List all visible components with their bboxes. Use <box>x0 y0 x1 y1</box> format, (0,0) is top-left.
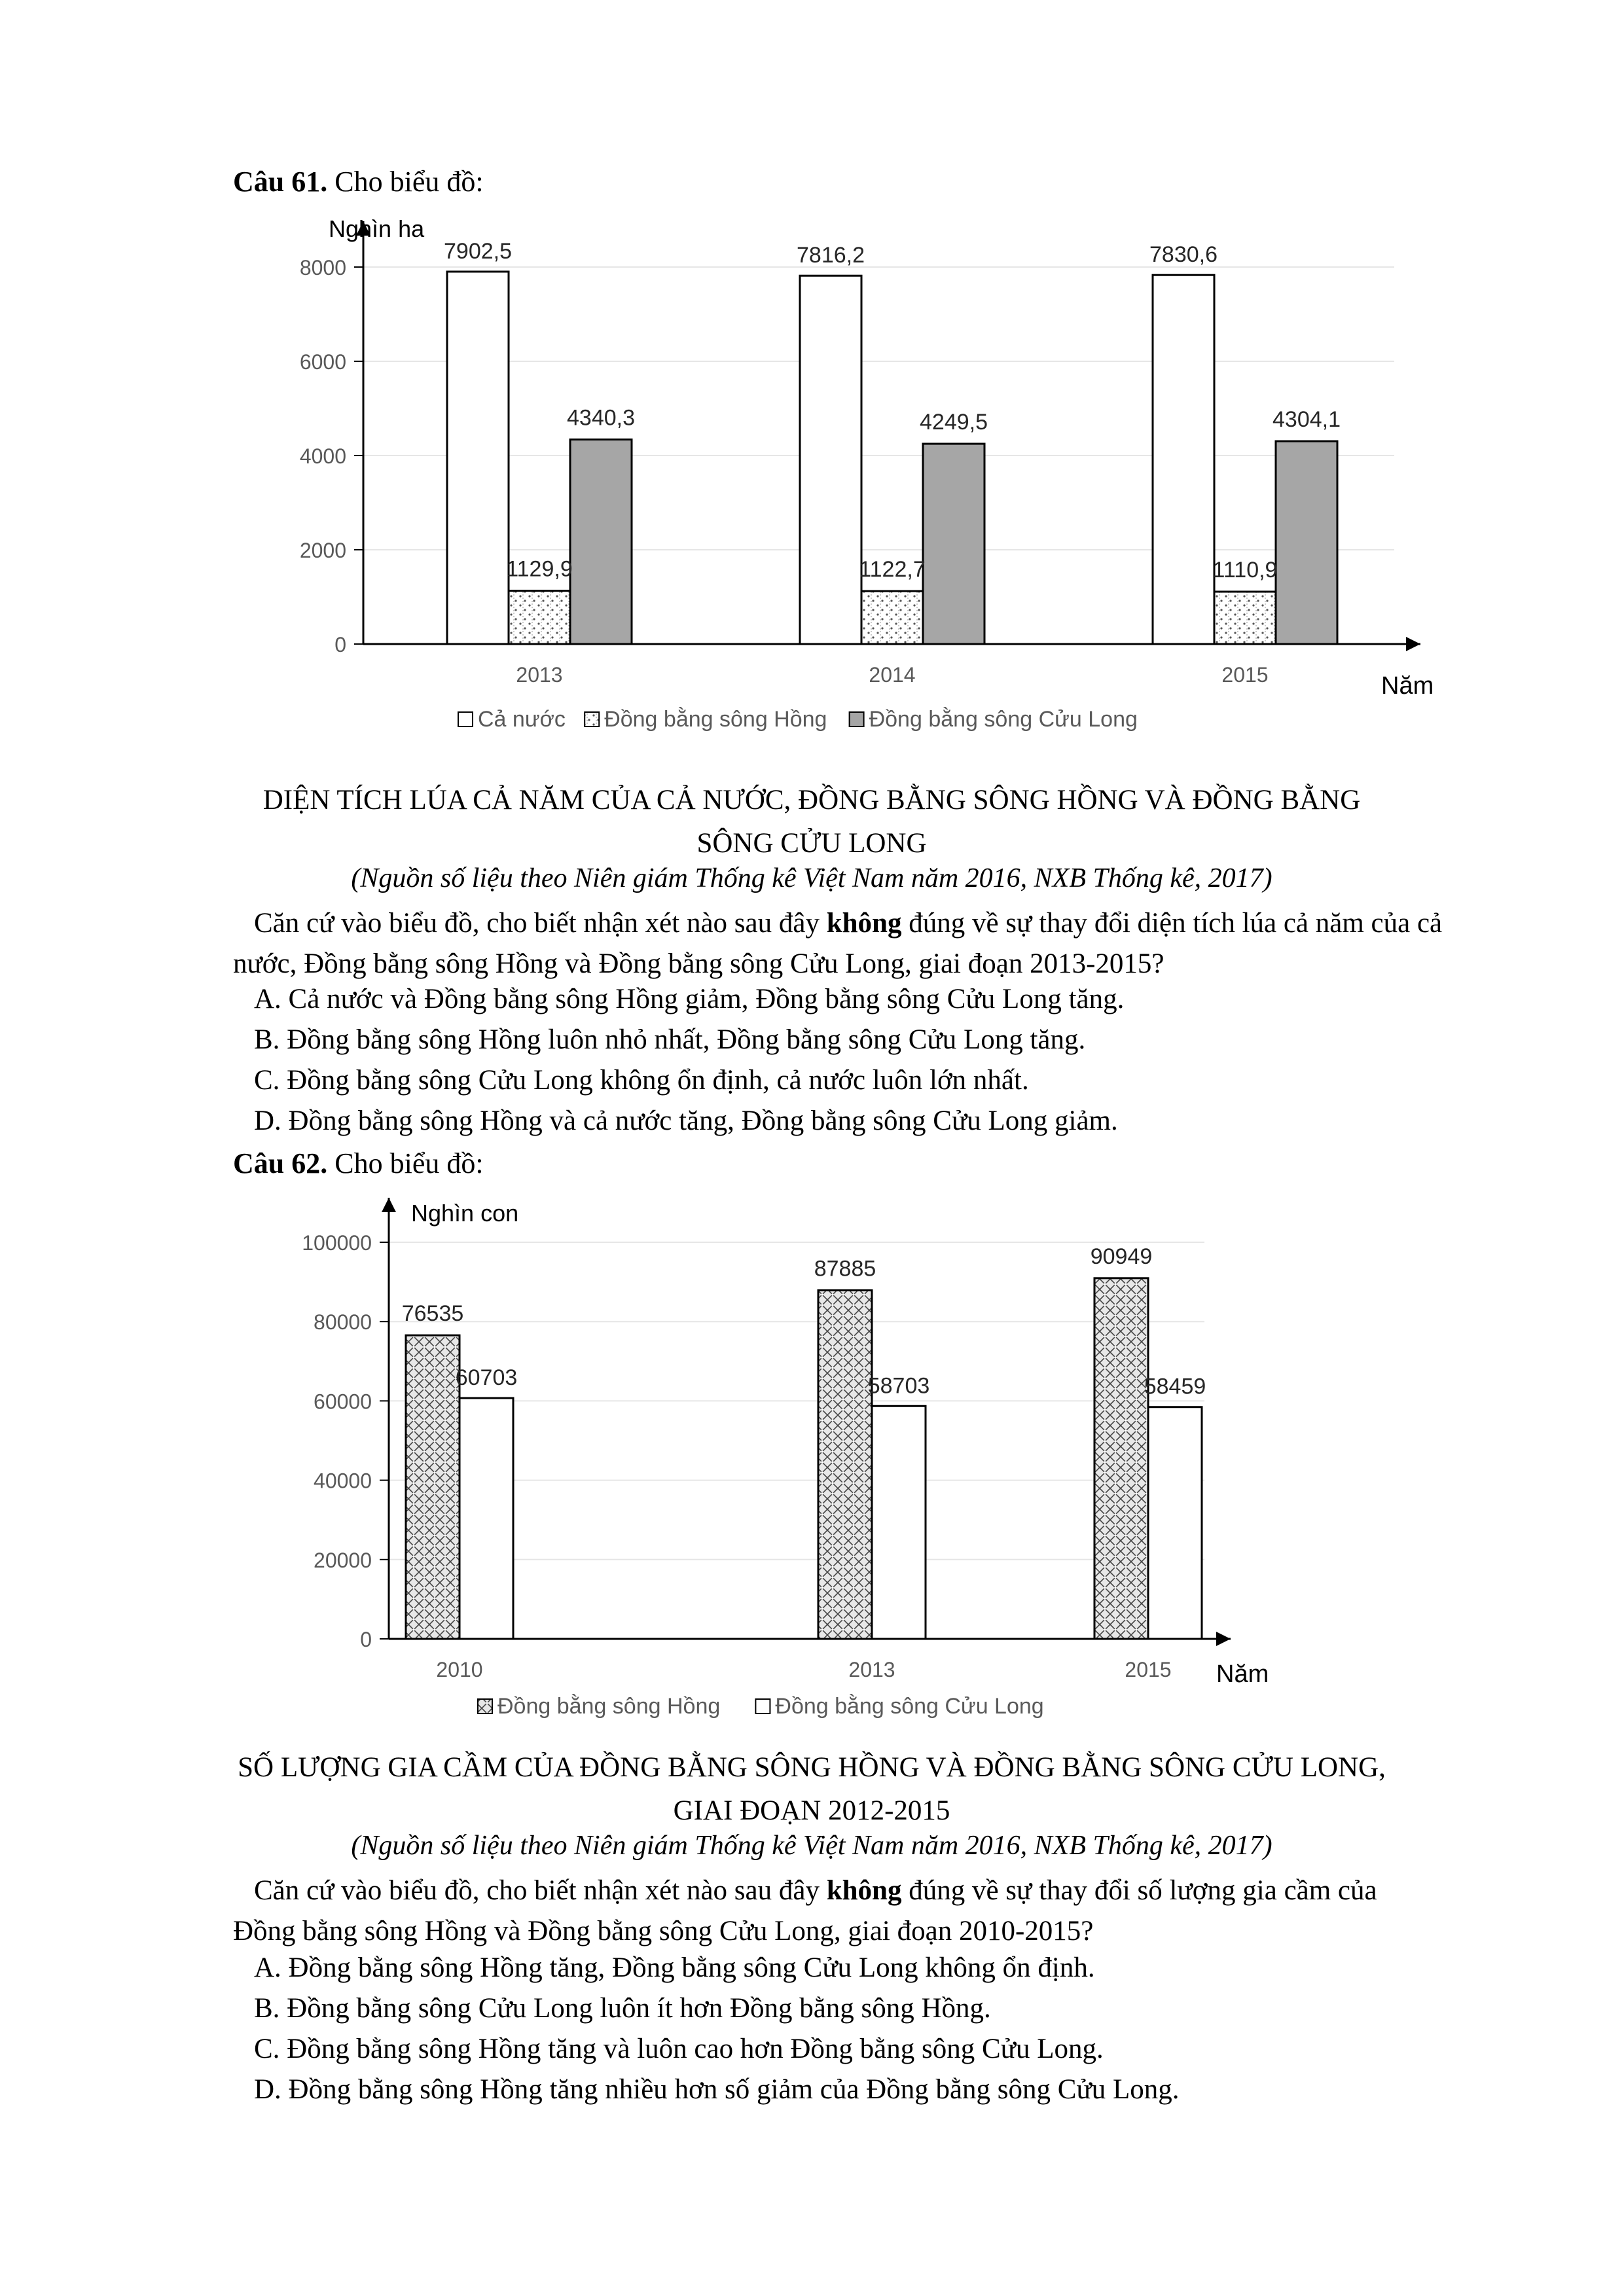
y-tick-label: 4000 <box>299 444 346 468</box>
q62-question-pre: Căn cứ vào biểu đồ, cho biết nhận xét nào sau đây <box>254 1875 820 1906</box>
q62-chart-title <box>196 1746 1427 1833</box>
legend-label: Đồng bằng sông Cửu Long <box>869 707 1138 732</box>
q62-heading <box>233 1147 484 1180</box>
q61-question <box>233 903 1444 984</box>
q61-title-line2: SÔNG CỬU LONG <box>696 828 927 859</box>
bar-2015-1 <box>1148 1407 1202 1639</box>
bar-2015-2 <box>1276 441 1337 644</box>
q61-title-line1: DIỆN TÍCH LÚA CẢ NĂM CỦA CẢ NƯỚC, ĐỒNG BẰNG SÔNG HỒNG VÀ ĐỒNG BẰNG <box>262 785 1361 816</box>
q62-title-line1: SỐ LƯỢNG GIA CẦM CỦA ĐỒNG BẰNG SÔNG HỒNG VÀ ĐỒNG BẰNG SÔNG CỬU LONG, <box>238 1752 1386 1783</box>
bar-2014-1 <box>861 591 923 644</box>
y-tick-label: 0 <box>334 633 346 656</box>
data-label: 58703 <box>867 1373 930 1399</box>
x-tick-label: 2015 <box>1221 663 1269 687</box>
y-axis-arrow <box>382 1198 396 1212</box>
y-tick-label: 40000 <box>314 1469 372 1493</box>
data-label: 1122,7 <box>859 557 926 583</box>
bar-2015-0 <box>1094 1278 1148 1639</box>
q62-intro: Cho biểu đồ: <box>334 1147 484 1179</box>
bar-2013-0 <box>447 272 509 644</box>
legend-swatch <box>585 712 599 726</box>
bar-2013-1 <box>872 1406 926 1639</box>
q61-chart-title <box>196 779 1427 865</box>
q62-option-d[interactable]: D. Đồng bằng sông Hồng tăng nhiều hơn số giảm của Đồng bằng sông Cửu Long. <box>254 2074 1180 2105</box>
q62-option-b[interactable]: B. Đồng bằng sông Cửu Long luôn ít hơn Đồng bằng sông Hồng. <box>254 1993 991 2024</box>
q61-question-post: đúng về sự thay đổi diện tích lúa cả năm của cả nước, Đồng bằng sông Hồng và Đồng bằng sông Cửu Long, giai đoạn 2013-2015? <box>233 908 1443 979</box>
q61-intro: Cho biểu đồ: <box>334 166 484 198</box>
q61-option-a[interactable]: A. Cả nước và Đồng bằng sông Hồng giảm, Đồng bằng sông Cửu Long tăng. <box>254 984 1125 1014</box>
bar-2013-1 <box>509 591 570 644</box>
chart-poultry <box>262 1185 1506 1741</box>
legend-label: Cả nước <box>478 707 566 732</box>
y-axis-label: Nghìn ha <box>329 215 425 242</box>
data-label: 7830,6 <box>1149 242 1218 268</box>
q62-question-bold: không <box>826 1875 902 1906</box>
bar-2014-2 <box>923 444 984 644</box>
q61-option-c[interactable]: C. Đồng bằng sông Cửu Long không ổn định, cả nước luôn lớn nhất. <box>254 1065 1029 1096</box>
data-label: 58459 <box>1144 1374 1206 1399</box>
bar-2010-0 <box>406 1335 460 1639</box>
q61-source: (Nguồn số liệu theo Niên giám Thống kê Việt Nam năm 2016, NXB Thống kê, 2017) <box>351 863 1272 893</box>
legend-label: Đồng bằng sông Cửu Long <box>775 1694 1044 1719</box>
q62-option-c[interactable]: C. Đồng bằng sông Hồng tăng và luôn cao hơn Đồng bằng sông Cửu Long. <box>254 2034 1104 2064</box>
q62-source: (Nguồn số liệu theo Niên giám Thống kê Việt Nam năm 2016, NXB Thống kê, 2017) <box>351 1831 1272 1861</box>
legend-swatch <box>850 712 864 726</box>
bar-2013-2 <box>570 439 632 644</box>
q61-label: Câu 61. <box>233 166 328 198</box>
x-tick-label: 2014 <box>869 663 916 687</box>
q61-option-b[interactable]: B. Đồng bằng sông Hồng luôn nhỏ nhất, Đồng bằng sông Cửu Long tăng. <box>254 1024 1086 1055</box>
legend-swatch <box>458 712 473 726</box>
q62-question <box>233 1871 1444 1952</box>
x-axis-label: Năm <box>1381 672 1434 700</box>
y-tick-label: 6000 <box>299 350 346 374</box>
x-axis-arrow <box>1216 1632 1231 1646</box>
y-tick-label: 80000 <box>314 1310 372 1335</box>
y-tick-label: 8000 <box>299 256 346 279</box>
data-label: 4249,5 <box>920 410 988 435</box>
y-tick-label: 20000 <box>314 1548 372 1572</box>
chart-rice-area <box>262 209 1506 759</box>
x-tick-label: 2015 <box>1125 1658 1172 1681</box>
data-label: 87885 <box>814 1256 876 1282</box>
y-axis-label: Nghìn con <box>411 1200 519 1227</box>
x-tick-label: 2010 <box>436 1658 483 1681</box>
bar-2013-0 <box>818 1290 872 1639</box>
legend-swatch <box>478 1699 492 1713</box>
x-axis-label: Năm <box>1216 1660 1269 1688</box>
y-tick-label: 0 <box>360 1628 372 1651</box>
legend-label: Đồng bằng sông Hồng <box>497 1694 721 1719</box>
q62-option-a[interactable]: A. Đồng bằng sông Hồng tăng, Đồng bằng sông Cửu Long không ổn định. <box>254 1952 1095 1983</box>
data-label: 7816,2 <box>797 243 865 268</box>
q62-question-post: đúng về sự thay đổi số lượng gia cầm của Đồng bằng sông Hồng và Đồng bằng sông Cửu Long, giai đoạn 2010-2015? <box>233 1875 1377 1946</box>
data-label: 90949 <box>1090 1244 1153 1269</box>
q62-title-line2: GIAI ĐOẠN 2012-2015 <box>673 1795 950 1826</box>
data-label: 4340,3 <box>567 405 635 431</box>
x-tick-label: 2013 <box>848 1658 895 1681</box>
q61-heading <box>233 165 484 198</box>
legend-label: Đồng bằng sông Hồng <box>604 707 827 732</box>
data-label: 4304,1 <box>1272 407 1341 433</box>
x-tick-label: 2013 <box>516 663 563 687</box>
q61-question-bold: không <box>826 908 902 939</box>
x-axis-arrow <box>1406 637 1420 651</box>
legend-swatch <box>755 1699 770 1713</box>
data-label: 60703 <box>455 1365 518 1391</box>
q62-label: Câu 62. <box>233 1147 328 1179</box>
q61-option-d[interactable]: D. Đồng bằng sông Hồng và cả nước tăng, Đồng bằng sông Cửu Long giảm. <box>254 1105 1118 1136</box>
y-tick-label: 2000 <box>299 539 346 562</box>
bar-2015-1 <box>1214 592 1276 644</box>
y-tick-label: 60000 <box>314 1390 372 1414</box>
data-label: 1129,9 <box>506 556 573 582</box>
bar-2010-1 <box>460 1398 513 1639</box>
bar-2014-0 <box>800 276 861 644</box>
y-tick-label: 100000 <box>302 1231 372 1255</box>
data-label: 76535 <box>401 1301 464 1327</box>
q61-question-pre: Căn cứ vào biểu đồ, cho biết nhận xét nào sau đây <box>254 908 820 939</box>
data-label: 7902,5 <box>444 239 512 264</box>
data-label: 1110,9 <box>1212 558 1278 583</box>
bar-2015-0 <box>1153 275 1214 644</box>
